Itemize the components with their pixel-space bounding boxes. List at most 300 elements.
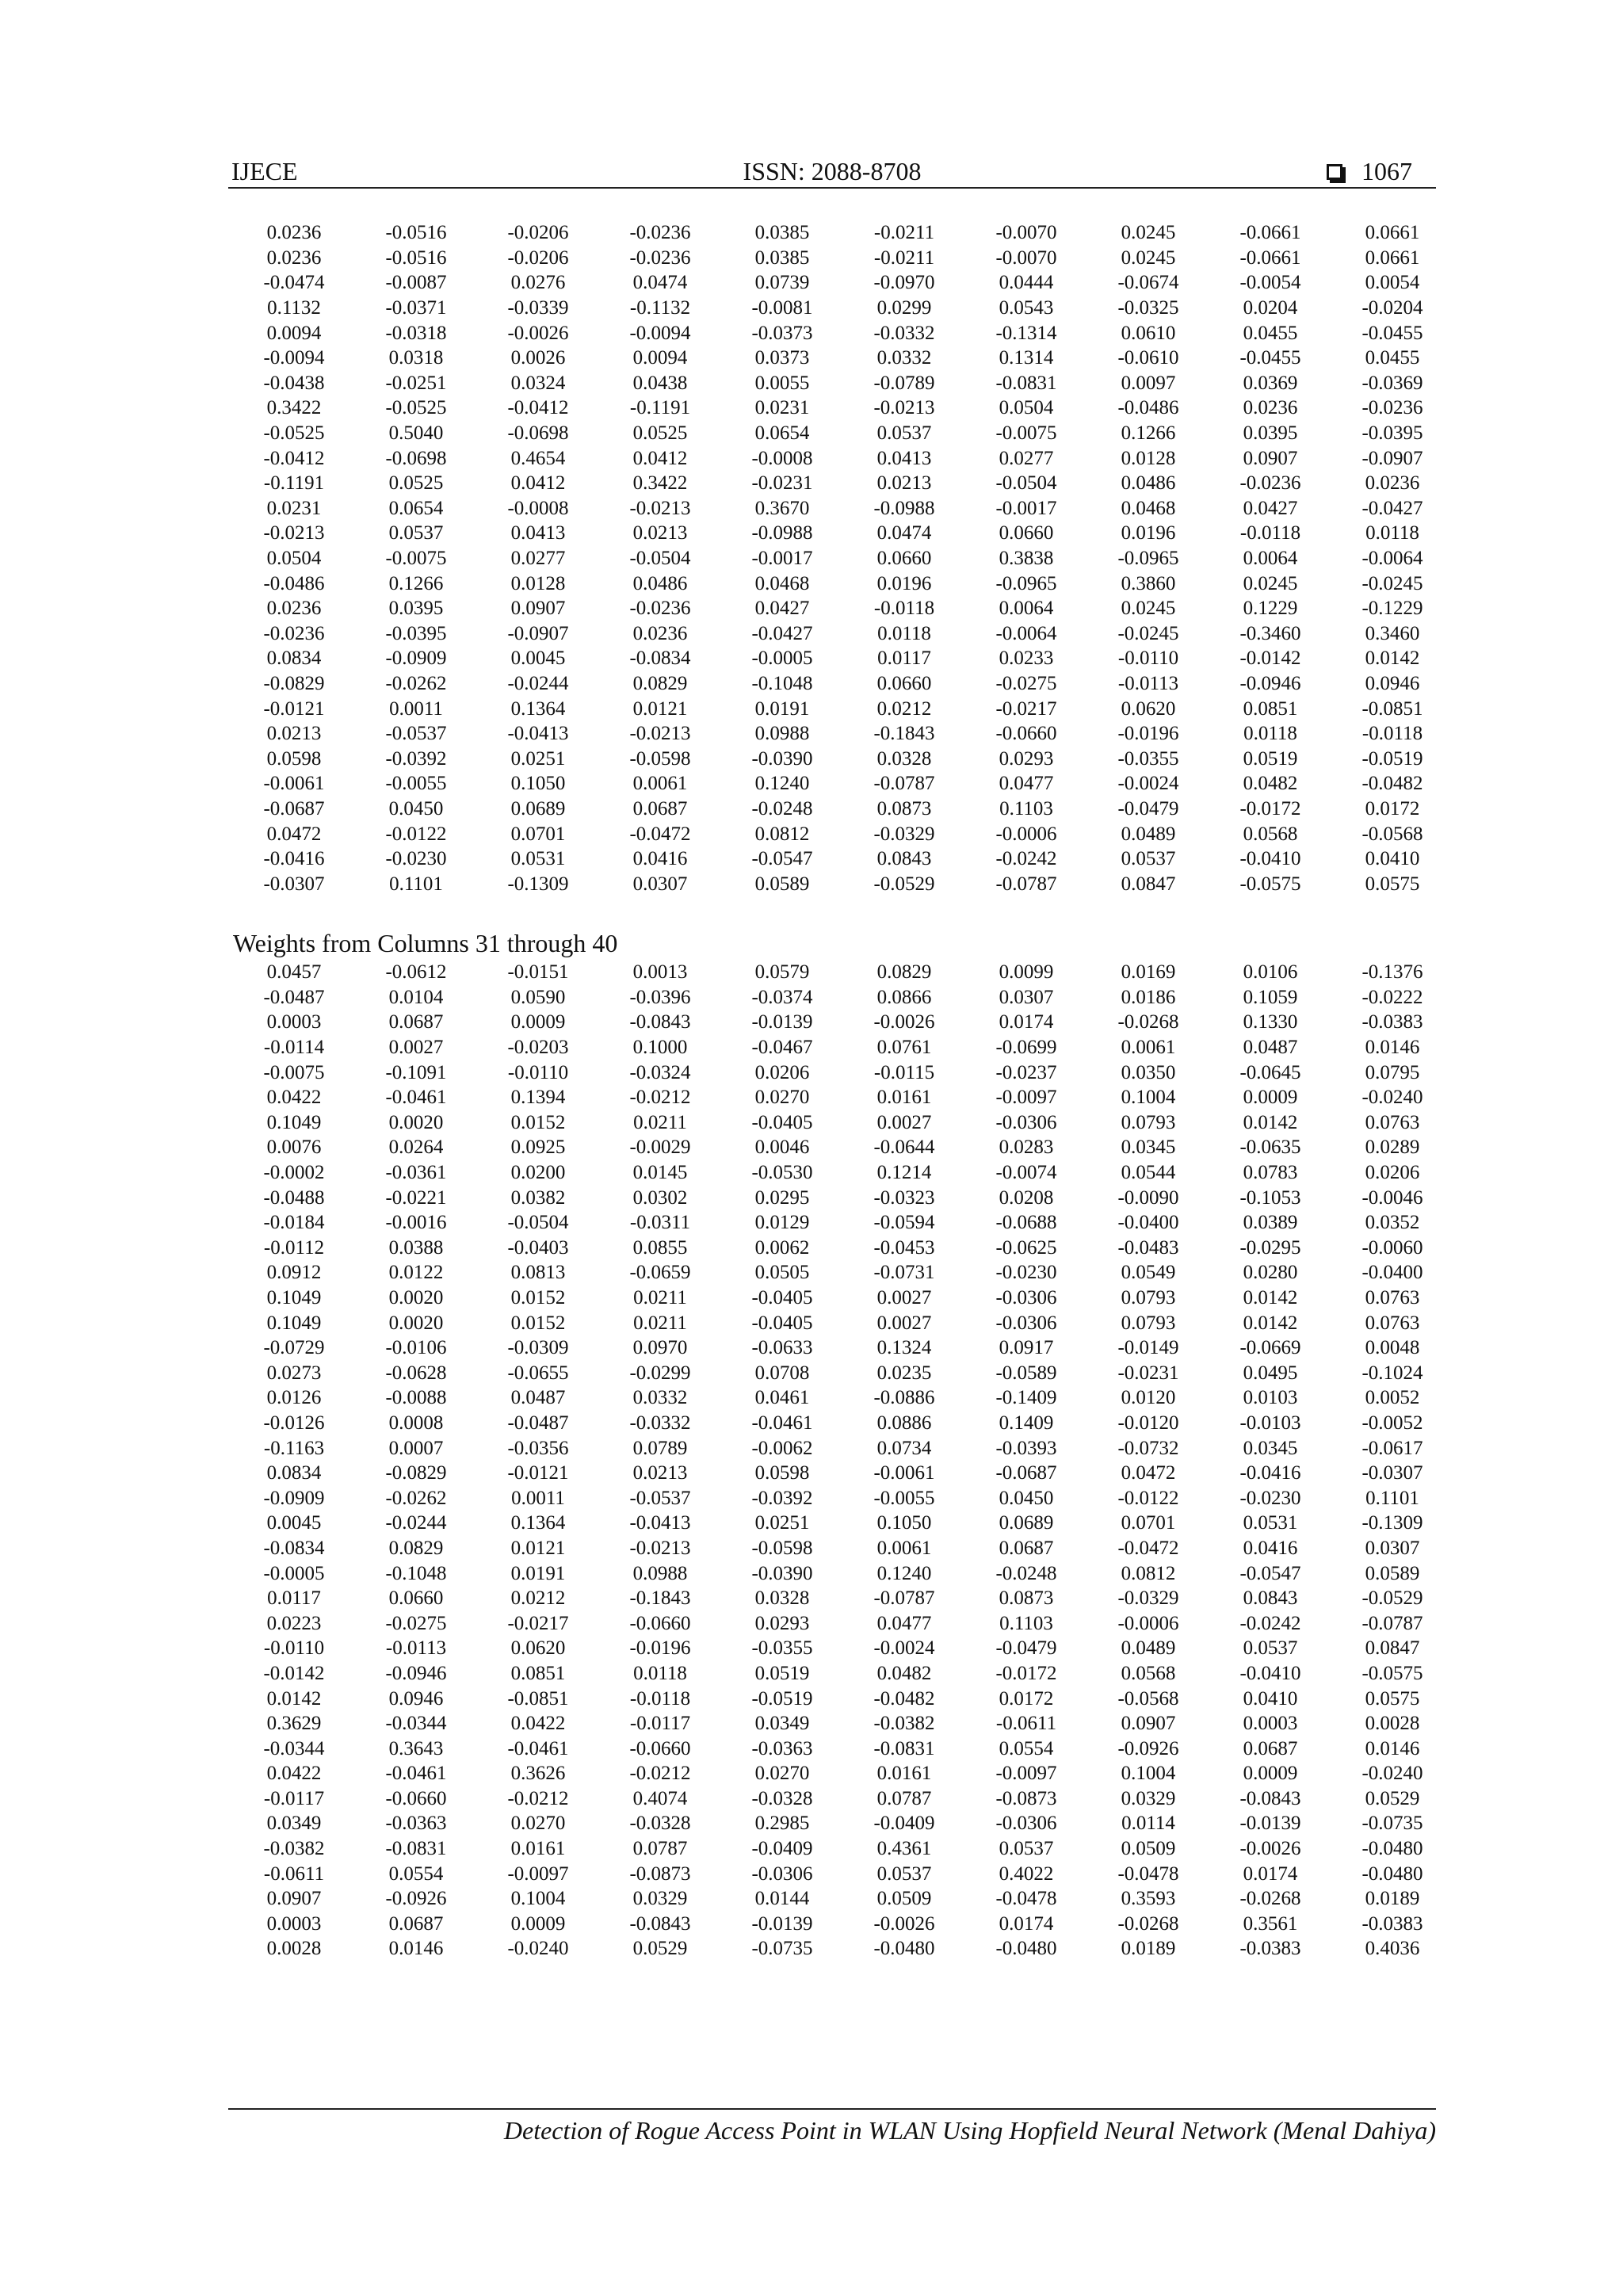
weights-table-body — [233, 220, 1453, 896]
table-cell: 0.0789 — [632, 1437, 688, 1459]
table-cell: -0.0262 — [385, 672, 447, 694]
table-cell: 0.0907 — [510, 598, 566, 620]
table-row — [233, 371, 1453, 396]
table-cell: -0.0480 — [995, 1938, 1057, 1960]
table-cell: 0.0003 — [266, 1912, 322, 1935]
table-cell: -0.0237 — [995, 1061, 1057, 1083]
table-cell: -0.0735 — [1361, 1813, 1423, 1835]
table-cell: -0.0405 — [751, 1312, 813, 1334]
table-cell: -0.0240 — [1361, 1763, 1423, 1785]
table-row — [233, 646, 1453, 671]
table-cell: -0.0787 — [873, 773, 935, 795]
table-cell: 0.0045 — [510, 648, 566, 670]
table-cell: -0.0787 — [1361, 1612, 1423, 1634]
table-cell: 0.1409 — [999, 1412, 1054, 1434]
table-cell: -0.0061 — [263, 773, 325, 795]
table-cell: -0.0306 — [751, 1862, 813, 1885]
table-cell: 0.0763 — [1365, 1111, 1420, 1133]
table-cell: -0.0635 — [1239, 1137, 1301, 1159]
table-cell: 0.0946 — [1365, 672, 1420, 694]
table-cell: 0.0054 — [1365, 272, 1420, 294]
table-cell: -0.0110 — [507, 1061, 569, 1083]
table-cell: 0.0851 — [510, 1662, 566, 1684]
table-cell: -0.0275 — [995, 672, 1057, 694]
table-cell: 0.0873 — [999, 1587, 1054, 1610]
table-cell: 0.0196 — [876, 572, 932, 594]
table-cell: -0.0213 — [629, 723, 691, 745]
table-cell: 0.0299 — [876, 297, 932, 319]
table-cell: -0.0306 — [995, 1813, 1057, 1835]
table-cell: -0.0306 — [995, 1287, 1057, 1309]
table-cell: -0.0410 — [1239, 1662, 1301, 1684]
table-cell: 0.0349 — [266, 1813, 322, 1835]
table-cell: 0.0568 — [1243, 823, 1298, 845]
table-cell: -0.1053 — [1239, 1186, 1301, 1209]
footer-divider — [228, 2108, 1436, 2110]
table-cell: 0.0318 — [388, 347, 444, 369]
table-cell: 0.0486 — [632, 572, 688, 594]
table-cell: 0.1059 — [1243, 986, 1298, 1008]
table-cell: 0.0169 — [1121, 961, 1176, 984]
table-cell: 0.0847 — [1121, 873, 1176, 895]
table-cell: 0.0142 — [1243, 1287, 1298, 1309]
table-cell: 0.0455 — [1365, 347, 1420, 369]
table-cell: -0.0909 — [385, 648, 447, 670]
table-cell: 0.0172 — [1365, 797, 1420, 819]
table-cell: 0.0970 — [632, 1337, 688, 1359]
table-cell: -0.0118 — [1361, 723, 1423, 745]
table-cell: 0.0843 — [1243, 1587, 1298, 1610]
table-cell: 0.0145 — [632, 1162, 688, 1184]
table-cell: -0.0222 — [1361, 986, 1423, 1008]
table-cell: -0.0438 — [263, 372, 325, 394]
table-cell: 0.0245 — [1121, 598, 1176, 620]
table-cell: 0.1000 — [632, 1037, 688, 1059]
table-cell: 0.0009 — [1243, 1763, 1298, 1785]
table-cell: 0.0468 — [1121, 497, 1176, 519]
table-cell: 0.3860 — [1121, 572, 1176, 594]
table-cell: -0.0061 — [873, 1462, 935, 1484]
table-cell: 0.1324 — [876, 1337, 932, 1359]
table-cell: 0.0422 — [266, 1087, 322, 1109]
table-cell: -0.0236 — [629, 222, 691, 244]
table-cell: 0.0689 — [510, 797, 566, 819]
table-row — [233, 1435, 1453, 1461]
table-cell: -0.0355 — [1117, 747, 1179, 770]
table-cell: 0.0009 — [510, 1011, 566, 1033]
table-cell: -0.0698 — [385, 447, 447, 469]
table-cell: -0.0295 — [1239, 1236, 1301, 1259]
table-cell: -0.0409 — [751, 1838, 813, 1860]
table-cell: -0.0328 — [751, 1787, 813, 1809]
table-cell: -0.0213 — [629, 497, 691, 519]
table-cell: -0.0115 — [873, 1061, 935, 1083]
table-row — [233, 1811, 1453, 1836]
table-cell: 0.0028 — [266, 1938, 322, 1960]
table-cell: -0.0504 — [995, 472, 1057, 495]
table-cell: 0.0213 — [632, 1462, 688, 1484]
table-cell: -0.0055 — [873, 1487, 935, 1509]
table-cell: -0.0461 — [751, 1412, 813, 1434]
table-cell: -0.0834 — [263, 1537, 325, 1559]
table-cell: 0.0293 — [754, 1612, 810, 1634]
table-cell: 0.4654 — [510, 447, 566, 469]
table-cell: -0.1191 — [263, 472, 325, 495]
table-cell: 0.0251 — [510, 747, 566, 770]
table-cell: -0.0094 — [629, 322, 691, 344]
table-cell: 0.0003 — [1243, 1713, 1298, 1735]
table-cell: -0.0139 — [751, 1011, 813, 1033]
table-cell: -0.0525 — [385, 397, 447, 419]
table-cell: 0.0191 — [754, 697, 810, 720]
table-cell: 0.0549 — [1121, 1262, 1176, 1284]
table-cell: -0.0594 — [873, 1212, 935, 1234]
table-cell: -0.0087 — [385, 272, 447, 294]
table-cell: 0.0273 — [266, 1362, 322, 1384]
table-cell: 0.0208 — [999, 1186, 1054, 1209]
table-row — [233, 1736, 1453, 1761]
table-row — [233, 1761, 1453, 1786]
table-cell: 0.0660 — [999, 522, 1054, 544]
table-cell: 0.0302 — [632, 1186, 688, 1209]
table-cell: 0.0212 — [510, 1587, 566, 1610]
table-row — [233, 246, 1453, 271]
table-cell: -0.1843 — [629, 1587, 691, 1610]
table-cell: -0.0480 — [873, 1938, 935, 1960]
table-cell: 0.0504 — [999, 397, 1054, 419]
table-cell: 0.0575 — [1365, 1687, 1420, 1710]
page-number-group — [1327, 155, 1412, 187]
table-cell: 0.0687 — [388, 1912, 444, 1935]
table-cell: -0.0117 — [263, 1787, 325, 1809]
table-cell: -0.0120 — [1117, 1412, 1179, 1434]
table-cell: 0.3460 — [1365, 622, 1420, 644]
table-cell: 0.0007 — [388, 1437, 444, 1459]
table-cell: 0.0027 — [876, 1312, 932, 1334]
table-cell: 0.0251 — [754, 1512, 810, 1534]
table-cell: 0.0064 — [1243, 548, 1298, 570]
table-cell: 0.0620 — [510, 1637, 566, 1660]
table-cell: -0.0122 — [1117, 1487, 1179, 1509]
table-cell: -0.0113 — [385, 1637, 447, 1660]
table-cell: 0.0416 — [1243, 1537, 1298, 1559]
table-cell: -0.0413 — [507, 723, 569, 745]
table-cell: 0.0812 — [754, 823, 810, 845]
table-cell: -0.0453 — [873, 1236, 935, 1259]
table-cell: -0.0122 — [385, 823, 447, 845]
table-cell: -0.0075 — [995, 422, 1057, 445]
table-cell: 0.0264 — [388, 1137, 444, 1159]
table-cell: -0.0660 — [629, 1612, 691, 1634]
table-cell: 0.0061 — [632, 773, 688, 795]
table-cell: -0.0530 — [751, 1162, 813, 1184]
table-row — [233, 270, 1453, 296]
table-cell: -0.0217 — [995, 697, 1057, 720]
table-cell: -0.0965 — [995, 572, 1057, 594]
table-cell: 0.0763 — [1365, 1312, 1420, 1334]
table-cell: -0.0482 — [873, 1687, 935, 1710]
table-cell: 0.0427 — [754, 598, 810, 620]
table-cell: -0.0236 — [263, 622, 325, 644]
table-cell: 0.0793 — [1121, 1312, 1176, 1334]
table-cell: 0.0122 — [388, 1262, 444, 1284]
table-cell: -0.0268 — [1239, 1888, 1301, 1910]
table-cell: 0.0474 — [632, 272, 688, 294]
table-cell: 0.0482 — [876, 1662, 932, 1684]
table-row — [233, 1636, 1453, 1661]
table-cell: 0.0189 — [1365, 1888, 1420, 1910]
table-cell: -0.0212 — [629, 1087, 691, 1109]
table-cell: 0.0161 — [510, 1838, 566, 1860]
table-cell: 0.0504 — [266, 548, 322, 570]
table-cell: -0.0660 — [385, 1787, 447, 1809]
table-cell: -0.0307 — [1361, 1462, 1423, 1484]
table-cell: 0.0008 — [388, 1412, 444, 1434]
table-cell: 0.0395 — [1243, 422, 1298, 445]
table-cell: -0.0660 — [629, 1737, 691, 1759]
table-cell: 0.0427 — [1243, 497, 1298, 519]
table-cell: 0.4074 — [632, 1787, 688, 1809]
table-cell: -0.0075 — [263, 1061, 325, 1083]
table-cell: -0.0547 — [751, 848, 813, 870]
table-row — [233, 1185, 1453, 1210]
table-cell: 0.0487 — [1243, 1037, 1298, 1059]
table-cell: 0.0654 — [754, 422, 810, 445]
table-cell: -0.0395 — [1361, 422, 1423, 445]
table-cell: 0.1330 — [1243, 1011, 1298, 1033]
table-cell: -0.0236 — [1239, 472, 1301, 495]
table-cell: -0.0236 — [629, 598, 691, 620]
table-cell: 0.0212 — [876, 697, 932, 720]
table-cell: -0.0787 — [873, 1587, 935, 1610]
table-cell: -0.0329 — [1117, 1587, 1179, 1610]
table-cell: -0.0117 — [629, 1713, 691, 1735]
table-cell: -0.1409 — [995, 1387, 1057, 1409]
table-cell: 0.0270 — [754, 1087, 810, 1109]
table-cell: 0.0174 — [1243, 1862, 1298, 1885]
table-cell: -0.0097 — [507, 1862, 569, 1885]
table-cell: 0.0579 — [754, 961, 810, 984]
table-cell: -0.0332 — [629, 1412, 691, 1434]
table-cell: 0.0509 — [1121, 1838, 1176, 1860]
table-cell: -0.0126 — [263, 1412, 325, 1434]
table-cell: 0.0027 — [876, 1111, 932, 1133]
table-cell: -0.0461 — [385, 1087, 447, 1109]
table-cell: 0.0917 — [999, 1337, 1054, 1359]
table-cell: -0.0486 — [263, 572, 325, 594]
table-cell: 0.0020 — [388, 1312, 444, 1334]
table-cell: -0.0655 — [507, 1362, 569, 1384]
table-cell: -0.0851 — [1361, 697, 1423, 720]
table-cell: 0.0988 — [754, 723, 810, 745]
table-cell: 0.0486 — [1121, 472, 1176, 495]
table-cell: 0.0295 — [754, 1186, 810, 1209]
table-cell: -0.0699 — [995, 1037, 1057, 1059]
table-cell: 0.4361 — [876, 1838, 932, 1860]
table-cell: -0.0907 — [1361, 447, 1423, 469]
table-cell: -0.0230 — [995, 1262, 1057, 1284]
table-cell: -0.0242 — [1239, 1612, 1301, 1634]
table-cell: 0.1004 — [510, 1888, 566, 1910]
table-cell: -0.0467 — [751, 1037, 813, 1059]
table-cell: 0.0099 — [999, 961, 1054, 984]
table-cell: 0.0277 — [999, 447, 1054, 469]
table-cell: 0.0236 — [266, 222, 322, 244]
table-row — [233, 1936, 1453, 1962]
table-row — [233, 696, 1453, 721]
table-cell: -0.0212 — [507, 1787, 569, 1809]
table-cell: 0.0236 — [266, 246, 322, 269]
table-cell: -0.0245 — [1361, 572, 1423, 594]
table-cell: -0.0230 — [1239, 1487, 1301, 1509]
table-cell: 0.1229 — [1243, 598, 1298, 620]
table-cell: 0.0543 — [999, 297, 1054, 319]
table-cell: -0.0231 — [1117, 1362, 1179, 1384]
table-cell: -0.0236 — [1361, 397, 1423, 419]
table-cell: 0.0598 — [266, 747, 322, 770]
table-cell: -0.0324 — [629, 1061, 691, 1083]
box-bullet-icon — [1327, 164, 1342, 180]
table-row — [233, 1536, 1453, 1561]
table-cell: 0.0687 — [1243, 1737, 1298, 1759]
table-cell: 0.0687 — [632, 797, 688, 819]
table-row — [233, 596, 1453, 621]
table-cell: 0.0575 — [1365, 873, 1420, 895]
table-cell: 0.0142 — [1365, 648, 1420, 670]
table-cell: 0.0028 — [1365, 1713, 1420, 1735]
table-cell: -0.0732 — [1117, 1437, 1179, 1459]
table-cell: -0.0026 — [873, 1912, 935, 1935]
table-row — [233, 1661, 1453, 1687]
table-cell: 0.0829 — [388, 1537, 444, 1559]
table-cell: -0.0121 — [507, 1462, 569, 1484]
table-cell: -0.0029 — [629, 1137, 691, 1159]
table-cell: -0.0118 — [629, 1687, 691, 1710]
table-row — [233, 797, 1453, 822]
table-cell: -0.0328 — [629, 1813, 691, 1835]
table-cell: 0.0213 — [876, 472, 932, 495]
table-cell: -0.0244 — [385, 1512, 447, 1534]
table-cell: 0.0211 — [633, 1312, 687, 1334]
table-cell: -0.0064 — [995, 622, 1057, 644]
table-cell: -0.0687 — [263, 797, 325, 819]
table-cell: -0.0660 — [995, 723, 1057, 745]
table-cell: -0.0230 — [385, 848, 447, 870]
table-cell: 0.0457 — [266, 961, 322, 984]
table-cell: 0.0708 — [754, 1362, 810, 1384]
table-cell: 0.3643 — [388, 1737, 444, 1759]
table-cell: 0.0537 — [876, 422, 932, 445]
table-cell: -0.0645 — [1239, 1061, 1301, 1083]
table-row — [233, 1035, 1453, 1060]
table-cell: -0.0026 — [507, 322, 569, 344]
table-cell: 0.0174 — [999, 1912, 1054, 1935]
table-cell: 0.0422 — [266, 1763, 322, 1785]
table-cell: -0.0075 — [385, 548, 447, 570]
table-cell: 0.0829 — [876, 961, 932, 984]
table-cell: -0.1309 — [507, 873, 569, 895]
table-cell: 0.1240 — [754, 773, 810, 795]
table-cell: -0.0516 — [385, 222, 447, 244]
table-cell: 0.0413 — [876, 447, 932, 469]
table-cell: -0.0988 — [873, 497, 935, 519]
table-cell: -0.0529 — [1361, 1587, 1423, 1610]
table-cell: 0.3838 — [999, 548, 1054, 570]
table-cell: 0.0444 — [999, 272, 1054, 294]
table-cell: 0.0461 — [754, 1387, 810, 1409]
table-cell: -0.0873 — [629, 1862, 691, 1885]
table-cell: 0.4036 — [1365, 1938, 1420, 1960]
table-cell: 0.0289 — [1365, 1137, 1420, 1159]
table-cell: 0.0661 — [1365, 222, 1420, 244]
table-cell: 0.0734 — [876, 1437, 932, 1459]
table-cell: 0.0118 — [877, 622, 931, 644]
table-cell: 0.0204 — [1243, 297, 1298, 319]
table-cell: 0.1004 — [1121, 1763, 1176, 1785]
table-cell: 0.0206 — [754, 1061, 810, 1083]
table-cell: -0.0392 — [385, 747, 447, 770]
table-cell: 0.0280 — [1243, 1262, 1298, 1284]
table-cell: -0.0926 — [1117, 1737, 1179, 1759]
table-cell: -0.0988 — [751, 522, 813, 544]
table-row — [233, 346, 1453, 371]
table-cell: 0.0761 — [876, 1037, 932, 1059]
table-cell: -0.0873 — [995, 1787, 1057, 1809]
table-cell: 0.0009 — [510, 1912, 566, 1935]
table-cell: 0.0307 — [632, 873, 688, 895]
table-row — [233, 1686, 1453, 1711]
table-row — [233, 1385, 1453, 1411]
table-cell: 0.0373 — [754, 347, 810, 369]
table-cell: 0.0045 — [266, 1512, 322, 1534]
table-cell: -0.0529 — [873, 873, 935, 895]
table-cell: -0.0318 — [385, 322, 447, 344]
table-cell: -0.1091 — [385, 1061, 447, 1083]
table-cell: 0.0328 — [876, 747, 932, 770]
table-cell: 0.0172 — [999, 1687, 1054, 1710]
table-cell: 0.0654 — [388, 497, 444, 519]
table-row — [233, 471, 1453, 496]
table-cell: 0.0739 — [754, 272, 810, 294]
table-cell: 0.0907 — [1243, 447, 1298, 469]
table-cell: -0.0575 — [1239, 873, 1301, 895]
table-cell: 0.1266 — [1121, 422, 1176, 445]
table-row — [233, 1886, 1453, 1912]
table-row — [233, 1260, 1453, 1286]
table-cell: 0.3626 — [510, 1763, 566, 1785]
table-cell: 0.0121 — [510, 1537, 566, 1559]
table-cell: -0.0851 — [507, 1687, 569, 1710]
table-cell: -0.0118 — [873, 598, 935, 620]
table-cell: 0.0345 — [1243, 1437, 1298, 1459]
table-cell: -0.0006 — [995, 823, 1057, 845]
table-row — [233, 1085, 1453, 1110]
table-cell: -0.0383 — [1239, 1938, 1301, 1960]
table-cell: -0.0060 — [1361, 1236, 1423, 1259]
table-cell: 0.0048 — [1365, 1337, 1420, 1359]
table-cell: 0.0245 — [1121, 246, 1176, 269]
table-cell: 0.3422 — [266, 397, 322, 419]
table-cell: -0.0268 — [1117, 1011, 1179, 1033]
table-cell: 0.0118 — [633, 1662, 687, 1684]
table-row — [233, 1210, 1453, 1236]
table-cell: 0.0495 — [1243, 1362, 1298, 1384]
table-cell: -0.0669 — [1239, 1337, 1301, 1359]
table-cell: 0.0907 — [266, 1888, 322, 1910]
table-cell: 0.0146 — [388, 1938, 444, 1960]
table-cell: -0.0371 — [385, 297, 447, 319]
table-cell: -0.0344 — [263, 1737, 325, 1759]
